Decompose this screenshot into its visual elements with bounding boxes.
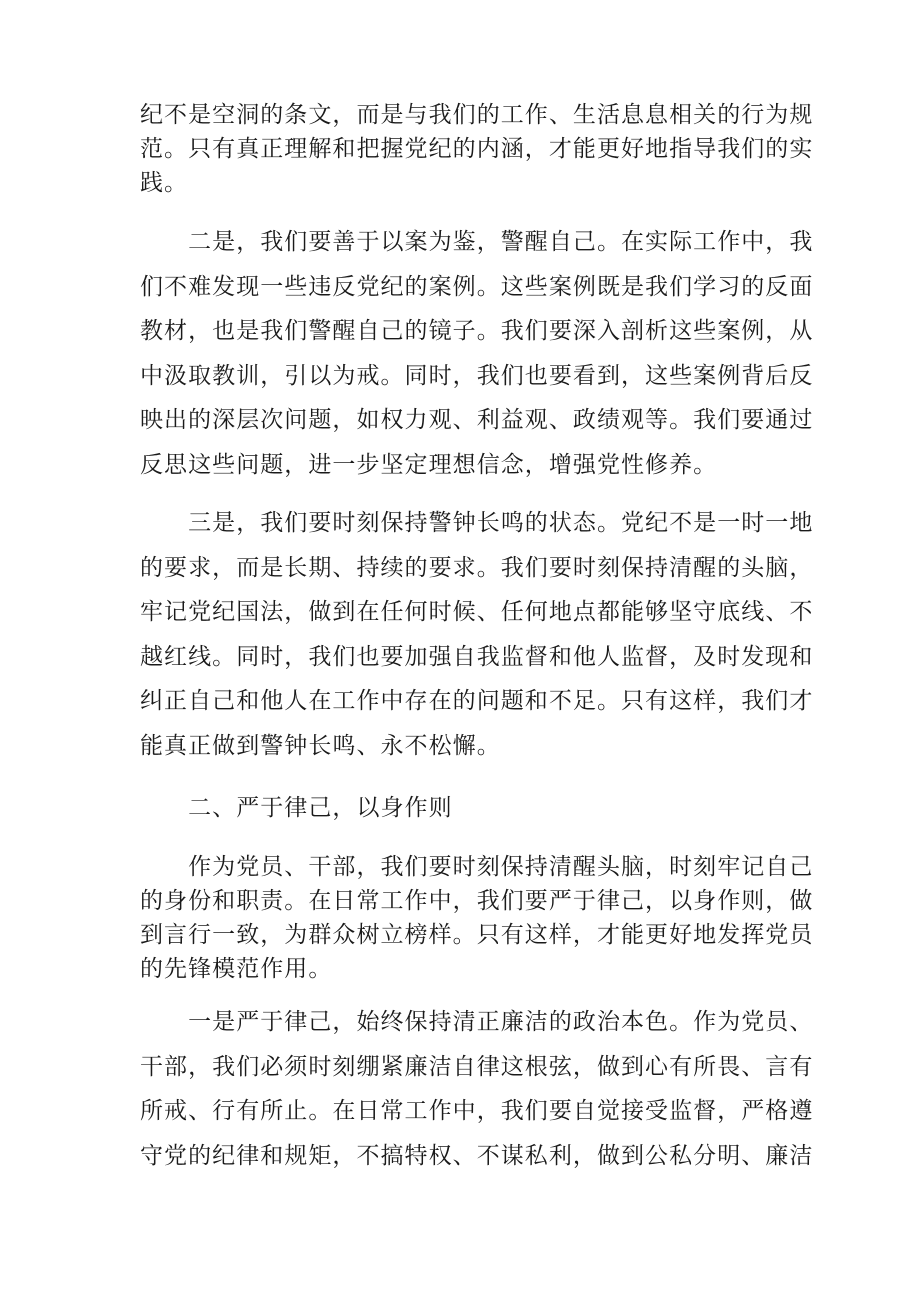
text-line: 的身份和职责。在日常工作中，我们要严于律己，以身作则，做 xyxy=(140,888,814,914)
text-line: 中汲取教训，引以为戒。同时，我们也要看到，这些案例背后反 xyxy=(140,362,814,389)
text-line: 的要求，而是长期、持续的要求。我们要时刻保持清醒的头脑， xyxy=(140,554,814,581)
paragraph-intro xyxy=(140,850,814,986)
section-heading xyxy=(140,786,788,830)
document-page xyxy=(140,98,814,1178)
text-line: 映出的深层次问题，如权力观、利益观、政绩观等。我们要通过 xyxy=(140,407,814,433)
text-line: 所戒、行有所止。在日常工作中，我们要自觉接受监督，严格遵 xyxy=(140,1098,814,1124)
text-line: 纠正自己和他人在工作中存在的问题和不足。只有这样，我们才 xyxy=(140,688,814,714)
paragraph-point-one xyxy=(140,1000,814,1178)
text-line: 干部，我们必须时刻绷紧廉洁自律这根弦，做到心有所畏、言有 xyxy=(140,1053,814,1080)
text-line: 守党的纪律和规矩，不搞特权、不谋私利，做到公私分明、廉洁 xyxy=(140,1142,814,1169)
text-line: 能真正做到警钟长鸣、永不松懈。 xyxy=(140,732,501,759)
text-line: 们不难发现一些违反党纪的案例。这些案例既是我们学习的反面 xyxy=(140,273,814,300)
text-line: 三是，我们要时刻保持警钟长鸣的状态。党纪不是一时一地 xyxy=(140,510,814,536)
paragraph-point-three xyxy=(140,501,814,768)
text-line: 到言行一致，为群众树立榜样。只有这样，才能更好地发挥党员 xyxy=(140,922,814,948)
text-line: 纪不是空洞的条文，而是与我们的工作、生活息息相关的行为规 xyxy=(140,102,814,128)
text-line: 作为党员、干部，我们要时刻保持清醒头脑，时刻牢记自己 xyxy=(140,854,814,880)
text-line: 二是，我们要善于以案为鉴，警醒自己。在实际工作中，我 xyxy=(140,229,814,255)
text-line: 践。 xyxy=(140,170,189,196)
text-line: 牢记党纪国法，做到在任何时候、任何地点都能够坚守底线、不 xyxy=(140,599,814,625)
section-heading-text: 二、严于律己，以身作则 xyxy=(140,795,453,821)
paragraph-point-two xyxy=(140,220,814,487)
text-line: 越红线。同时，我们也要加强自我监督和他人监督，及时发现和 xyxy=(140,643,814,670)
text-line: 教材，也是我们警醒自己的镜子。我们要深入剖析这些案例，从 xyxy=(140,318,814,344)
text-line: 的先锋模范作用。 xyxy=(140,956,333,982)
text-line: 范。只有真正理解和把握党纪的内涵，才能更好地指导我们的实 xyxy=(140,136,814,162)
text-line: 一是严于律己，始终保持清正廉洁的政治本色。作为党员、 xyxy=(140,1009,814,1035)
text-line: 反思这些问题，进一步坚定理想信念，增强党性修养。 xyxy=(140,451,718,478)
paragraph-continuation xyxy=(140,98,814,200)
